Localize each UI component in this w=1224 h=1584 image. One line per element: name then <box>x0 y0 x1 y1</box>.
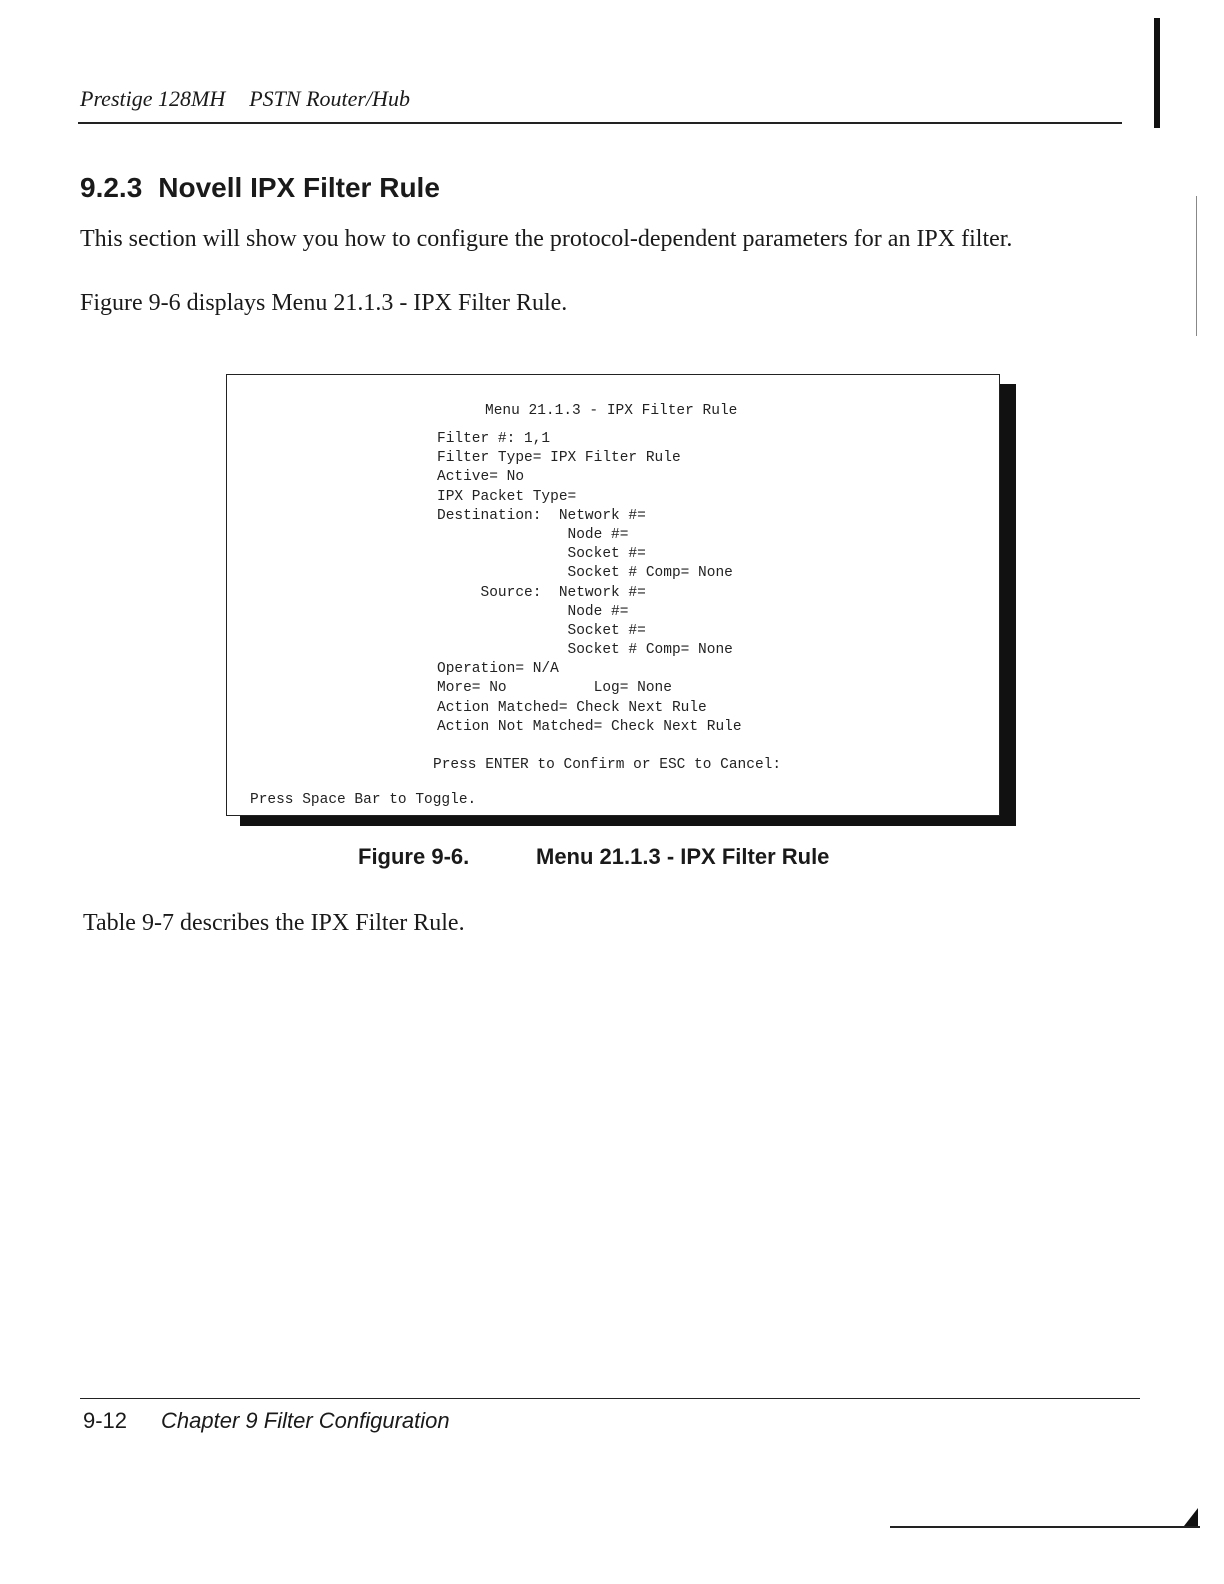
section-number: 9.2.3 <box>80 172 143 203</box>
scan-bottom-line <box>890 1526 1200 1528</box>
confirm-prompt: Press ENTER to Confirm or ESC to Cancel: <box>433 757 782 773</box>
field-line: Socket #= <box>437 546 646 563</box>
running-header <box>80 86 410 112</box>
field-line: Socket # Comp= None <box>437 642 733 659</box>
section-heading <box>80 172 440 204</box>
field-line: More= No Log= None <box>437 680 672 697</box>
figure-reference-paragraph: Figure 9-6 displays Menu 21.1.3 - IPX Filter Rule. <box>80 290 568 316</box>
menu-fields <box>437 430 742 737</box>
page-footer <box>83 1408 450 1434</box>
field-line: Destination: Network #= <box>437 507 646 524</box>
field-line: Socket #= <box>437 622 646 639</box>
field-line: Action Matched= Check Next Rule <box>437 699 707 716</box>
footer-rule <box>80 1398 1140 1399</box>
scan-edge-line <box>1196 196 1197 336</box>
field-line: Node #= <box>437 526 629 543</box>
scan-edge-mark <box>1154 18 1160 128</box>
chapter-label: Chapter 9 Filter Configuration <box>161 1408 450 1433</box>
header-rule <box>78 122 1122 124</box>
scan-corner-mark <box>1184 1508 1198 1526</box>
table-reference-paragraph: Table 9-7 describes the IPX Filter Rule. <box>83 910 465 936</box>
field-line: Socket # Comp= None <box>437 565 733 582</box>
toggle-hint: Press Space Bar to Toggle. <box>250 792 477 808</box>
field-line: IPX Packet Type= <box>437 488 577 505</box>
section-title: Novell IPX Filter Rule <box>158 172 440 203</box>
field-line: Filter #: 1,1 <box>437 431 551 447</box>
field-line: Operation= N/A <box>437 661 559 678</box>
field-line: Filter Type= IPX Filter Rule <box>437 450 681 467</box>
intro-paragraph: This section will show you how to configure the protocol-dependent parameters for an IPX filter. <box>80 226 1013 252</box>
field-line: Source: Network #= <box>437 584 646 601</box>
field-line: Node #= <box>437 603 629 620</box>
header-product: Prestige 128MH <box>80 86 226 111</box>
menu-title: Menu 21.1.3 - IPX Filter Rule <box>485 403 738 419</box>
header-subtitle: PSTN Router/Hub <box>249 86 410 111</box>
terminal-screen <box>226 374 1000 816</box>
figure-caption: Menu 21.1.3 - IPX Filter Rule <box>536 844 830 869</box>
figure-number: Figure 9-6. <box>358 844 470 869</box>
field-line: Active= No <box>437 469 525 486</box>
field-line: Action Not Matched= Check Next Rule <box>437 718 742 735</box>
page-number: 9-12 <box>83 1408 128 1433</box>
